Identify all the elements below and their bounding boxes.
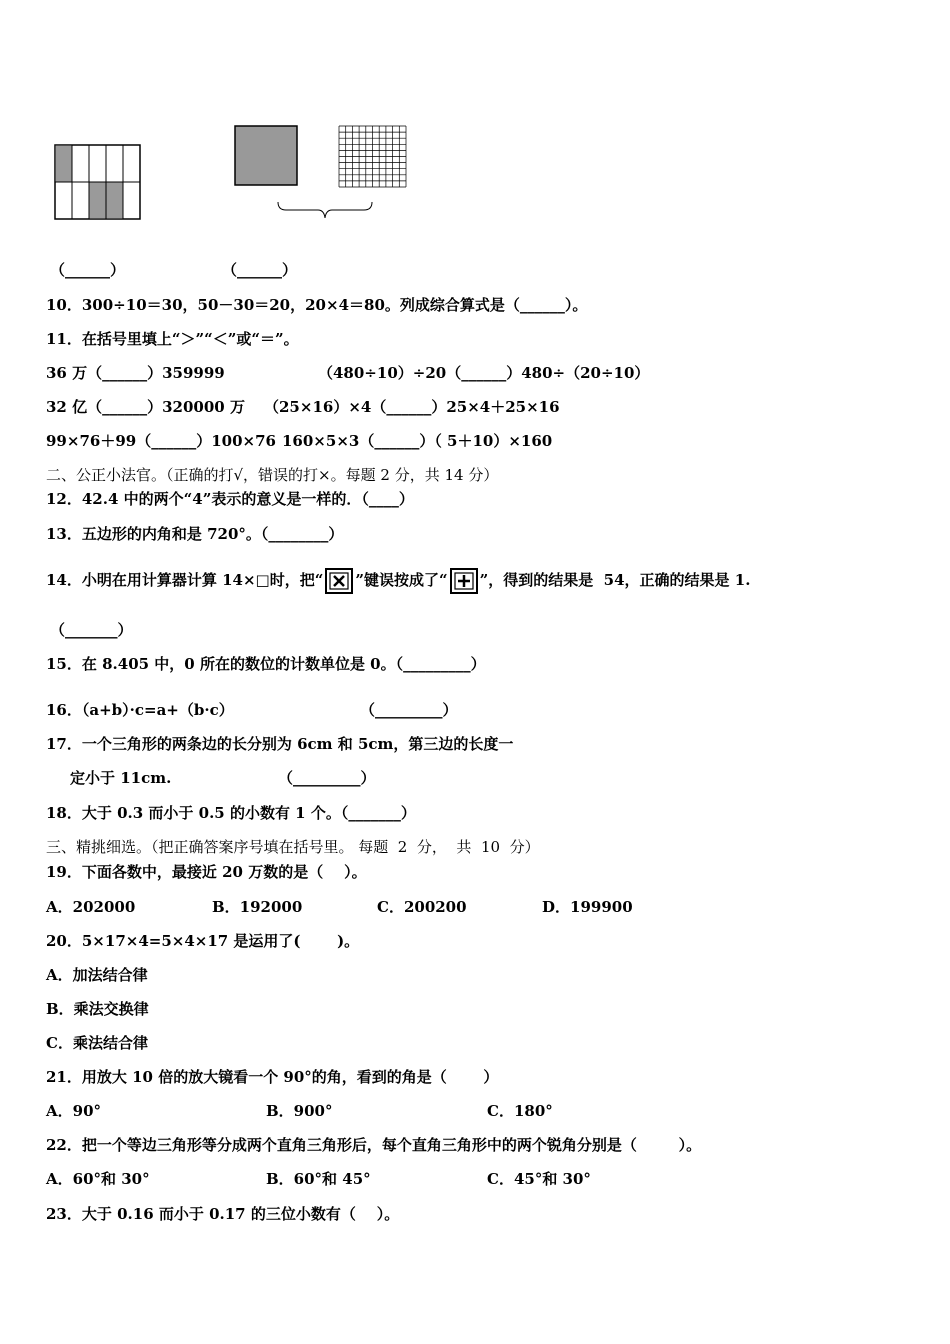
plus-key-icon [450,568,478,594]
fraction-grid-figure [54,144,142,222]
q11-row1-left: 36 万（______）359999 [46,364,225,382]
q21-option-c[interactable]: C．180° [487,1102,553,1120]
question-12: 12．42.4 中的两个“4”表示的意义是一样的．（____） [46,490,414,508]
question-13: 13．五边形的内角和是 720°。（________） [46,525,344,543]
square-grid-svg [234,124,410,224]
question-17-cont: 定小于 11cm. [70,769,172,787]
q14-answer[interactable]: （_______） [50,621,133,639]
fig-left-answer[interactable]: （______） [50,261,126,279]
fraction-grid-svg [54,144,142,222]
fig-right-answer[interactable]: （______） [222,261,298,279]
question-18: 18．大于 0.3 而小于 0.5 的小数有 1 个。（_______） [46,804,416,822]
q11-row3-left: 99×76＋99（______）100×76 [46,432,276,450]
question-10: 10．300÷10＝30，50－30＝20，20×4＝80。列成综合算式是（______）。 [46,296,588,314]
q19-option-c[interactable]: C．200200 [377,898,467,916]
question-21: 21．用放大 10 倍的放大镜看一个 90°的角，看到的角是（ ） [46,1068,499,1086]
q14-part2: ”键误按成了“ [355,571,448,589]
q19-option-a[interactable]: A．202000 [46,898,136,916]
question-23: 23．大于 0.16 而小于 0.17 的三位小数有（ ）。 [46,1205,400,1223]
q20-option-b[interactable]: B．乘法交换律 [46,1000,149,1018]
q14-part3: ”，得到的结果是 54，正确的结果是 1. [479,571,751,589]
question-11-title: 11．在括号里填上“＞”“＜”或“＝”。 [46,330,299,348]
question-17: 17．一个三角形的两条边的长分别为 6cm 和 5cm，第三边的长度一 [46,735,514,753]
question-14 [46,568,750,594]
q22-option-c[interactable]: C．45°和 30° [487,1170,591,1188]
section-2-heading: 二、公正小法官。（正确的打√，错误的打×。每题 2 分，共 14 分） [46,466,499,484]
q11-row2-right: （25×16）×4（______）25×4＋25×16 [264,398,560,416]
q20-option-c[interactable]: C．乘法结合律 [46,1034,148,1052]
q19-option-b[interactable]: B．192000 [212,898,303,916]
question-15: 15．在 8.405 中，0 所在的数位的计数单位是 0。（_________） [46,655,486,673]
question-22: 22．把一个等边三角形等分成两个直角三角形后，每个直角三角形中的两个锐角分别是（ ）。 [46,1136,702,1154]
q19-option-d[interactable]: D．199900 [542,898,633,916]
q11-row2-left: 32 亿（______）320000 万 [46,398,245,416]
q11-row1-right: （480÷10）÷20（______）480÷（20÷10） [318,364,650,382]
q17-answer[interactable]: （_________） [278,769,376,787]
q21-option-a[interactable]: A．90° [46,1102,102,1120]
multiply-key-icon [325,568,353,594]
section-3-heading: 三、精挑细选。（把正确答案序号填在括号里。 每题 2 分， 共 10 分） [46,838,540,856]
question-16: 16．（a+b）·c=a+（b·c） [46,701,234,719]
square-and-grid-figure [234,124,410,224]
q21-option-b[interactable]: B．900° [266,1102,333,1120]
q20-option-a[interactable]: A．加法结合律 [46,966,148,984]
q14-part1: 14．小明在用计算器计算 14×□时，把“ [46,571,324,589]
question-19: 19．下面各数中，最接近 20 万数的是（ ）。 [46,863,367,881]
q11-row3-right: 160×5×3（______）（ 5＋10）×160 [282,432,553,450]
question-20: 20．5×17×4=5×4×17 是运用了( )。 [46,932,360,950]
q22-option-b[interactable]: B．60°和 45° [266,1170,371,1188]
q16-answer[interactable]: （_________） [360,701,458,719]
q22-option-a[interactable]: A．60°和 30° [46,1170,150,1188]
